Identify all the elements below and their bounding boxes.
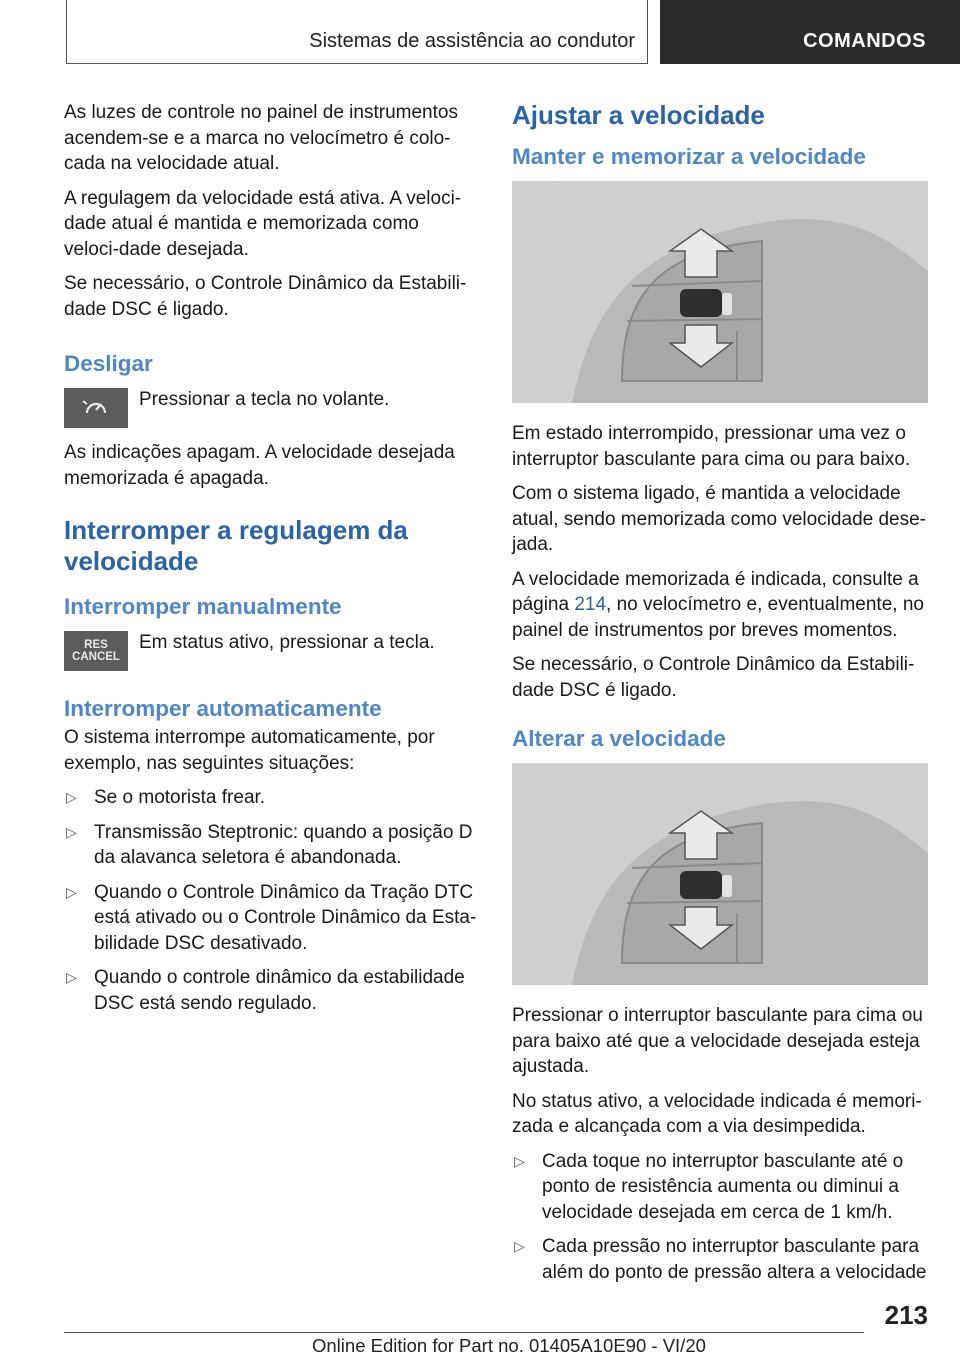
paragraph: A regulagem da velocidade está ativa. A veloci-dade atual é mantida e memorizada como veloci-dade desejada. xyxy=(64,187,462,260)
list-item: ▷ Se o motorista frear. xyxy=(64,785,478,811)
page-number: 213 xyxy=(884,1300,928,1330)
paragraph: Se necessário, o Controle Dinâmico da Estabili-dade DSC é ligado. xyxy=(64,273,467,320)
paragraph: Se necessário, o Controle Dinâmico da Estabili-dade DSC é ligado. xyxy=(512,654,915,701)
cancel-key-label: CANCEL xyxy=(72,651,120,663)
heading-manter: Manter e memorizar a velocidade xyxy=(512,144,866,169)
heading-ajustar: Ajustar a velocidade xyxy=(512,100,765,130)
paragraph: As luzes de controle no painel de instrumentos acendem-se e a marca no velocímetro é colo-cada na velocidade atual. xyxy=(64,102,458,174)
desligar-instruction: Pressionar a tecla no volante. xyxy=(139,389,390,410)
paragraph: A velocidade memorizada é indicada, consulte a página 214, no velocímetro e, eventualmente, no painel de instrumentos por breves momentos. xyxy=(512,568,924,641)
desligar-key-row xyxy=(64,388,478,428)
triangle-bullet-icon: ▷ xyxy=(514,1238,525,1254)
list-item: ▷ Transmissão Steptronic: quando a posição D da alavanca seletora é abandonada. xyxy=(64,820,478,871)
res-key-label: RES xyxy=(84,639,108,651)
heading-desligar: Desligar xyxy=(64,351,153,376)
triangle-bullet-icon: ▷ xyxy=(514,1152,525,1169)
triangle-bullet-icon: ▷ xyxy=(66,789,77,805)
list-item: ▷ Quando o Controle Dinâmico da Tração DTC está ativado ou o Controle Dinâmico da Esta-bilidade DSC desativado. xyxy=(64,880,478,957)
header-chapter-box xyxy=(66,0,648,64)
heading-interromper-manual: Interromper manualmente xyxy=(64,594,342,619)
paragraph: As indicações apagam. A velocidade desejada memorizada é apagada. xyxy=(64,442,455,489)
bullet-list xyxy=(64,785,478,1016)
paragraph: O sistema interrompe automaticamente, por exemplo, nas seguintes situações: xyxy=(64,727,435,774)
res-cancel-key-icon xyxy=(64,631,128,671)
section-title: COMANDOS xyxy=(803,30,926,52)
heading-alterar: Alterar a velocidade xyxy=(512,726,726,751)
paragraph: Pressionar o interruptor basculante para cima ou para baixo até que a velocidade desejada esteja ajustada. xyxy=(512,1005,923,1077)
paragraph: No status ativo, a velocidade indicada é memori-zada e alcançada com a via desimpedida. xyxy=(512,1090,922,1137)
paragraph: Com o sistema ligado, é mantida a velocidade atual, sendo memorizada como velocidade dese-jada. xyxy=(512,483,927,555)
right-column xyxy=(512,100,928,1294)
heading-interromper-auto: Interromper automaticamente xyxy=(64,696,382,721)
edition-info: Online Edition for Part no. 01405A10E90 - VI/20 xyxy=(312,1335,706,1356)
speedometer-icon xyxy=(81,395,111,421)
cancel-instruction: Em status ativo, pressionar a tecla. xyxy=(139,632,435,653)
steering-wheel-rocker-image xyxy=(512,181,928,403)
list-item: ▷ Quando o controle dinâmico da estabilidade DSC está sendo regulado. xyxy=(64,965,478,1016)
left-column xyxy=(64,100,478,1025)
cruise-control-off-key-icon xyxy=(64,388,128,428)
triangle-bullet-icon: ▷ xyxy=(66,883,77,900)
footer-divider xyxy=(64,1332,864,1333)
list-item: ▷ Cada toque no interruptor basculante até o ponto de resistência aumenta ou diminui a velocidade desejada em cerca de 1 km/h. xyxy=(512,1149,928,1226)
steering-wheel-rocker-image-2 xyxy=(512,763,928,985)
header-section-box xyxy=(660,0,960,64)
paragraph: Em estado interrompido, pressionar uma vez o interruptor basculante para cima ou para baixo. xyxy=(512,423,911,470)
page-reference-link[interactable]: 214 xyxy=(574,594,607,615)
heading-interromper: Interromper a regulagem da velocidade xyxy=(64,515,408,576)
bullet-list xyxy=(512,1149,928,1286)
triangle-bullet-icon: ▷ xyxy=(66,823,77,840)
list-item: ▷ Cada pressão no interruptor basculante para além do ponto de pressão altera a velocidade xyxy=(512,1234,928,1285)
chapter-title: Sistemas de assistência ao condutor xyxy=(309,30,635,52)
triangle-bullet-icon: ▷ xyxy=(66,969,77,985)
cancel-key-row xyxy=(64,631,478,671)
